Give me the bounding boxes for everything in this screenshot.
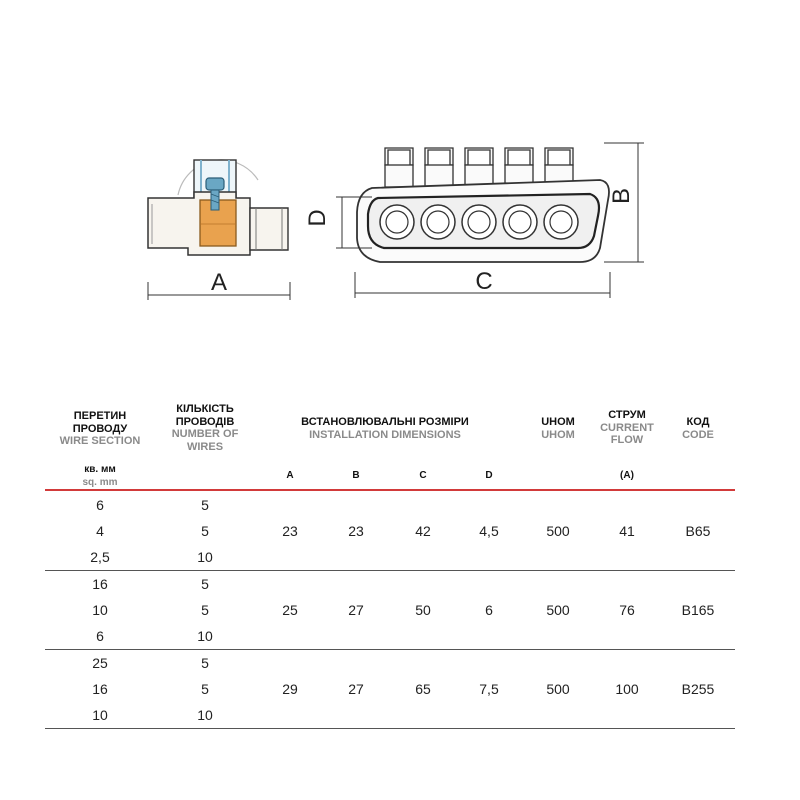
top-view bbox=[304, 143, 644, 298]
cell-section: 25 bbox=[92, 655, 108, 671]
technical-drawing bbox=[0, 0, 800, 330]
header-wires-uk: КІЛЬКІСТЬ ПРОВОДІВ bbox=[175, 403, 235, 428]
units-uk: кв. мм bbox=[84, 464, 116, 475]
header-wires bbox=[160, 403, 250, 453]
dimension-b bbox=[604, 143, 644, 262]
screw-icon bbox=[206, 178, 224, 190]
cell-current: 76 bbox=[619, 602, 635, 618]
dimension-a bbox=[148, 269, 290, 300]
cell-dim-c: 50 bbox=[415, 602, 431, 618]
header-current-en: CURRENT FLOW bbox=[600, 421, 654, 446]
header-divider bbox=[45, 489, 735, 491]
cell-section: 10 bbox=[92, 707, 108, 723]
side-view bbox=[148, 160, 290, 300]
dimension-label-c: C bbox=[475, 268, 493, 295]
cell-dim-b: 23 bbox=[348, 523, 364, 539]
cell-wires: 5 bbox=[201, 655, 209, 671]
cell-dim-b: 27 bbox=[348, 602, 364, 618]
dimension-label-a: A bbox=[210, 269, 228, 296]
table-bottom-line bbox=[45, 728, 735, 729]
header-code-uk: КОД bbox=[686, 416, 710, 428]
cell-section: 16 bbox=[92, 681, 108, 697]
cell-wires: 10 bbox=[197, 707, 213, 723]
cell-section: 10 bbox=[92, 602, 108, 618]
cell-current: 41 bbox=[619, 523, 635, 539]
cell-wires: 5 bbox=[201, 523, 209, 539]
header-dims-en: INSTALLATION DIMENSIONS bbox=[309, 428, 461, 441]
header-code-en: CODE bbox=[682, 428, 714, 441]
cell-wires: 5 bbox=[201, 602, 209, 618]
cell-unom: 500 bbox=[546, 681, 570, 697]
units-en: sq. mm bbox=[82, 476, 118, 488]
cell-dim-c: 42 bbox=[415, 523, 431, 539]
header-wire-section-en: WIRE SECTION bbox=[59, 435, 141, 447]
dimension-label-d: D bbox=[304, 209, 331, 227]
cell-dim-d: 6 bbox=[485, 602, 493, 618]
cell-dim-a: 29 bbox=[282, 681, 298, 697]
subheader-b: B bbox=[352, 470, 360, 481]
dimension-label-b: B bbox=[608, 187, 635, 205]
header-current-uk: СТРУМ bbox=[608, 409, 646, 421]
cell-dim-a: 23 bbox=[282, 523, 298, 539]
cell-section: 6 bbox=[96, 497, 104, 513]
header-wires-en: NUMBER OF WIRES bbox=[171, 428, 239, 453]
cell-code: B65 bbox=[685, 523, 711, 539]
cell-wires: 10 bbox=[197, 549, 213, 565]
header-unom-en: UHOM bbox=[541, 428, 575, 441]
header-dims-uk: ВСТАНОВЛЮВАЛЬНІ РОЗМІРИ bbox=[301, 416, 469, 428]
group-divider bbox=[45, 649, 735, 650]
cell-dim-b: 27 bbox=[348, 681, 364, 697]
header-wire-section bbox=[45, 410, 155, 448]
wire-holes bbox=[380, 205, 578, 239]
cell-code: B165 bbox=[681, 602, 715, 618]
cell-code: B255 bbox=[681, 681, 715, 697]
cell-wires: 5 bbox=[201, 681, 209, 697]
subheader-a: A bbox=[286, 470, 294, 481]
header-unom-uk: UHOM bbox=[541, 416, 575, 428]
header-current bbox=[592, 409, 662, 447]
cell-section: 16 bbox=[92, 576, 108, 592]
cell-current: 100 bbox=[615, 681, 639, 697]
cell-dim-c: 65 bbox=[415, 681, 431, 697]
header-unom bbox=[523, 416, 593, 441]
cell-wires: 10 bbox=[197, 628, 213, 644]
group-divider bbox=[45, 570, 735, 571]
dimension-c bbox=[355, 268, 610, 298]
header-dims bbox=[270, 416, 500, 441]
cell-wires: 5 bbox=[201, 497, 209, 513]
cell-wires: 5 bbox=[201, 576, 209, 592]
cell-section: 2,5 bbox=[90, 549, 110, 565]
cell-unom: 500 bbox=[546, 523, 570, 539]
header-code bbox=[663, 416, 733, 441]
cell-unom: 500 bbox=[546, 602, 570, 618]
subheader-units bbox=[45, 464, 155, 489]
cell-section: 4 bbox=[96, 523, 104, 539]
subheader-c: C bbox=[419, 470, 427, 481]
cell-section: 6 bbox=[96, 628, 104, 644]
cell-dim-d: 4,5 bbox=[479, 523, 499, 539]
header-wire-section-uk: ПЕРЕТИН ПРОВОДУ bbox=[72, 410, 128, 435]
subheader-amps: (A) bbox=[620, 470, 634, 481]
cell-dim-d: 7,5 bbox=[479, 681, 499, 697]
cell-dim-a: 25 bbox=[282, 602, 298, 618]
subheader-d: D bbox=[485, 470, 493, 481]
